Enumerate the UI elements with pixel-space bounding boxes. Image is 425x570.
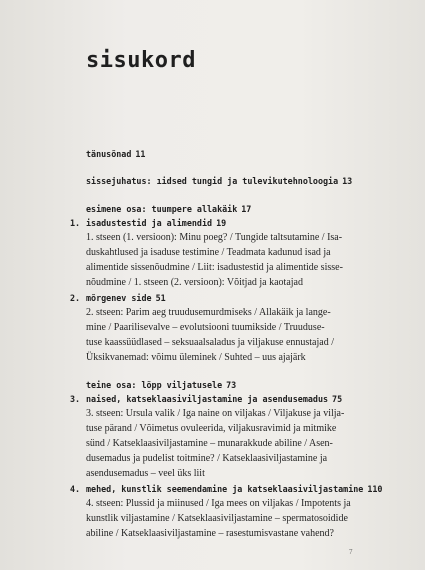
summary-line: 1. stseen (1. versioon): Minu poeg? / Tungide taltsutamine / Isa-: [86, 232, 343, 243]
summary-line: alimentide sissenõudmine / Liit: isadustestid ja alimentide sisse-: [86, 262, 343, 273]
chapter-heading: [86, 217, 381, 230]
toc-page-number: 11: [135, 149, 146, 159]
table-of-contents: [70, 148, 383, 541]
toc-chapter-3: [70, 393, 381, 481]
toc-chapter-4: [70, 483, 383, 541]
toc-part-two: [86, 379, 381, 392]
page-title: sisukord: [86, 48, 196, 73]
toc-page-number: 51: [155, 293, 166, 303]
chapter-heading: [86, 483, 381, 496]
chapter-title: mehed, kunstlik seemendamine ja katseklaasiviljastamine: [86, 484, 364, 494]
toc-chapter-2: [70, 292, 381, 365]
summary-line: tuse kaassüüdlased – seksuaalsaladus ja viljakuse ennustajad /: [86, 337, 334, 348]
summary-line: duskahtlused ja isaduse testimine / Teadmata kadunud isad ja: [86, 247, 331, 258]
toc-page-number: 73: [226, 380, 237, 390]
toc-entry-label: tänusõnad: [86, 149, 132, 159]
toc-page-number: 75: [332, 394, 343, 404]
summary-line: nõudmine / 1. stseen (2. versioon): Võitjad ja kaotajad: [86, 277, 303, 288]
toc-part-one: [86, 203, 381, 216]
summary-line: Üksikvanemad: võimu üleminek / Suhted – uus ajajärk: [86, 352, 306, 363]
toc-page-number: 17: [241, 204, 252, 214]
chapter-number: 1.: [70, 218, 81, 228]
summary-line: kunstlik viljastamine / Katseklaasiviljastamine – spermatosoidide: [86, 513, 348, 524]
toc-page-number: 19: [216, 218, 227, 228]
toc-part-label: teine osa: lõpp viljatusele: [86, 380, 223, 390]
summary-line: 3. stseen: Ursula valik / Iga naine on viljakas / Viljakuse ja vilja-: [86, 408, 345, 419]
chapter-title: mõrgenev side: [86, 293, 152, 303]
toc-entry-label: sissejuhatus: ıidsed tungid ja tulevikutehnoloogia: [86, 176, 339, 186]
chapter-number: 2.: [70, 293, 81, 303]
toc-chapter-1: [70, 217, 381, 290]
folio-page-number: 7: [349, 548, 353, 556]
chapter-number: 4.: [70, 484, 81, 494]
summary-line: 4. stseen: Plussid ja miinused / Iga mees on viljakas / Impotents ja: [86, 498, 351, 509]
chapter-heading: [86, 393, 381, 406]
chapter-number: 3.: [70, 394, 81, 404]
chapter-summary: [86, 406, 381, 481]
toc-part-label: esimene osa: tuumpere allakäik: [86, 204, 238, 214]
chapter-title: isadustestid ja alimendid: [86, 218, 213, 228]
toc-page-number: 110: [367, 484, 383, 494]
summary-line: dusemadus ja pudelist toitmine? / Katseklaasiviljastamine ja: [86, 453, 328, 464]
summary-line: abiline / Katseklaasiviljastamine – rasestumisvastane vahend?: [86, 528, 334, 539]
summary-line: tuse pärand / Võimetus ovuleerida, viljakusravimid ja mitmike: [86, 423, 337, 434]
summary-line: asendusemadus – veel üks liit: [86, 468, 205, 479]
toc-page-number: 13: [342, 176, 353, 186]
summary-line: mine / Paarilisevalve – evolutsiooni tuumikside / Truuduse-: [86, 322, 325, 333]
toc-entry-acknowledgements: [86, 148, 381, 161]
chapter-heading: [86, 292, 381, 305]
chapter-summary: [86, 496, 381, 541]
chapter-title: naised, katseklaasiviljastamine ja asendusemadus: [86, 394, 329, 404]
chapter-summary: [86, 305, 381, 365]
toc-entry-introduction: [86, 175, 381, 188]
chapter-summary: [86, 230, 381, 290]
summary-line: 2. stseen: Parim aeg truudusemurdmiseks / Allakäik ja lange-: [86, 307, 331, 318]
summary-line: sünd / Katseklaasiviljastamine – munarakkude abiline / Asen-: [86, 438, 333, 449]
